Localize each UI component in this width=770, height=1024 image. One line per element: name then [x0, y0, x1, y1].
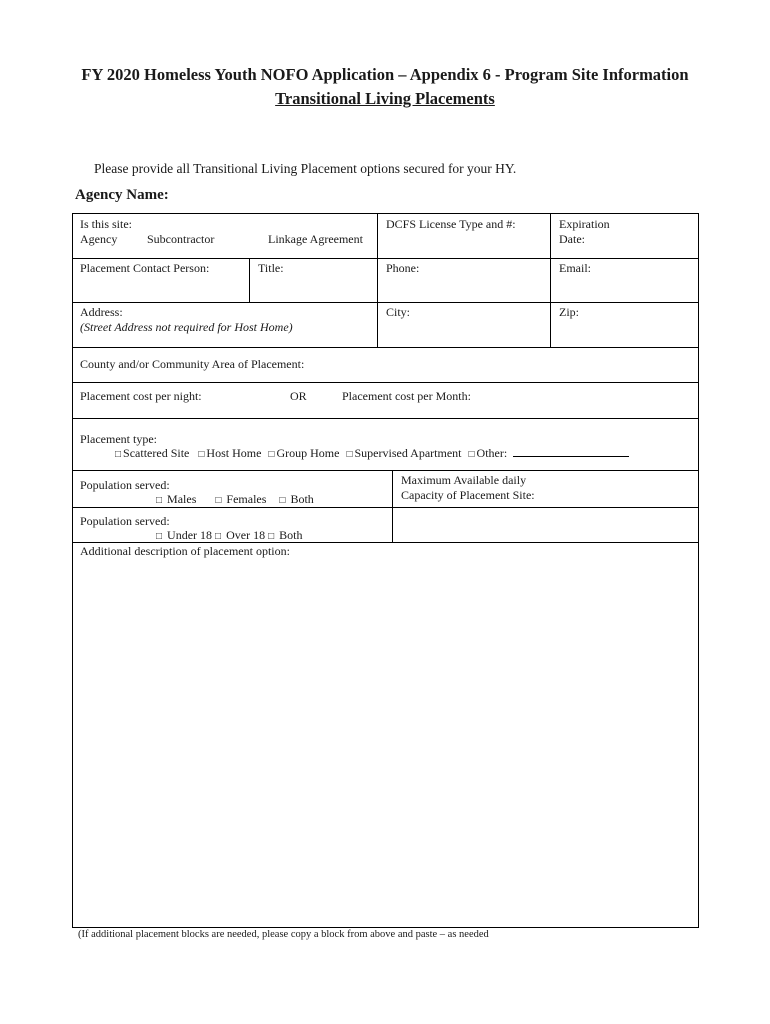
other-blank-line[interactable] [513, 446, 629, 457]
column-divider [392, 471, 393, 542]
placement-type-options [115, 446, 629, 463]
placement-option-group-home[interactable]: □ Group Home [268, 446, 340, 460]
row-divider [72, 382, 699, 383]
address-label: Address: [80, 305, 123, 319]
column-divider [377, 213, 378, 347]
cost-or-label: OR [290, 389, 307, 403]
document-title: FY 2020 Homeless Youth NOFO Application – Appendix 6 - Program Site Information [81, 65, 689, 84]
additional-description-field[interactable]: Additional description of placement option: [80, 544, 290, 558]
option-females[interactable]: □ Females [215, 492, 267, 506]
placement-option-scattered-site[interactable]: □ Scattered Site [115, 446, 190, 460]
capacity-label-2: Capacity of Placement Site: [401, 487, 535, 502]
expiration-label-1: Expiration [559, 217, 610, 231]
checkbox-icon[interactable]: □ [346, 449, 353, 460]
expiration-label-2: Date: [559, 231, 585, 246]
dcfs-license-field[interactable]: DCFS License Type and #: [386, 217, 516, 231]
cost-per-month-field[interactable]: Placement cost per Month: [342, 389, 471, 403]
contact-person-field[interactable]: Placement Contact Person: [80, 261, 210, 275]
checkbox-icon[interactable]: □ [279, 495, 286, 506]
agency-name-label: Agency Name: [75, 187, 169, 203]
option-males[interactable]: □ Males [156, 492, 197, 506]
population-served-2-options [156, 528, 302, 545]
checkbox-icon[interactable]: □ [215, 495, 222, 506]
checkbox-icon[interactable]: □ [156, 531, 163, 542]
checkbox-icon[interactable]: □ [215, 531, 222, 542]
checkbox-icon[interactable]: □ [268, 531, 275, 542]
placement-option-other[interactable]: □ Other: [468, 446, 508, 460]
option-under-18[interactable]: □ Under 18 [156, 528, 213, 542]
checkbox-icon[interactable]: □ [198, 449, 205, 460]
option-agency[interactable]: Agency [80, 231, 118, 246]
checkbox-icon[interactable]: □ [156, 495, 163, 506]
population-served-2-label: Population served: [80, 514, 170, 528]
expiration-date-field[interactable] [559, 217, 610, 246]
population-served-1-options [156, 492, 314, 509]
intro-text: Please provide all Transitional Living Placement options secured for your HY. [94, 161, 517, 176]
option-linkage-agreement[interactable]: Linkage Agreement [268, 231, 363, 246]
placement-form-top [72, 213, 699, 471]
address-note: (Street Address not required for Host Home) [80, 319, 293, 334]
column-divider [249, 258, 250, 302]
county-field[interactable]: County and/or Community Area of Placement: [80, 357, 305, 371]
footer-note: (If additional placement blocks are needed, please copy a block from above and paste – as needed [78, 929, 489, 940]
population-served-1-label: Population served: [80, 478, 170, 492]
option-subcontractor[interactable]: Subcontractor [147, 231, 215, 246]
site-type-field[interactable] [80, 217, 375, 247]
option-over-18[interactable]: □ Over 18 [215, 528, 266, 542]
capacity-field[interactable] [401, 473, 535, 502]
checkbox-icon[interactable]: □ [115, 449, 122, 460]
placement-option-supervised-apartment[interactable]: □ Supervised Apartment [346, 446, 462, 460]
phone-field[interactable]: Phone: [386, 261, 420, 275]
checkbox-icon[interactable]: □ [468, 449, 475, 460]
document-subtitle: Transitional Living Placements [275, 89, 495, 108]
cost-per-night-field[interactable]: Placement cost per night: [80, 389, 202, 403]
title-field[interactable]: Title: [258, 261, 284, 275]
option-both-age[interactable]: □ Both [268, 528, 303, 542]
row-divider [72, 302, 699, 303]
option-both[interactable]: □ Both [279, 492, 314, 506]
placement-type-label: Placement type: [80, 432, 157, 446]
checkbox-icon[interactable]: □ [268, 449, 275, 460]
email-field[interactable]: Email: [559, 261, 591, 275]
zip-field[interactable]: Zip: [559, 305, 579, 319]
row-divider [72, 258, 699, 259]
site-type-label: Is this site: [80, 217, 133, 231]
row-divider [72, 347, 699, 348]
placement-option-host-home[interactable]: □ Host Home [198, 446, 262, 460]
city-field[interactable]: City: [386, 305, 411, 319]
capacity-label-1: Maximum Available daily [401, 473, 527, 487]
row-divider [72, 418, 699, 419]
address-field[interactable] [80, 305, 293, 334]
column-divider [550, 213, 551, 347]
